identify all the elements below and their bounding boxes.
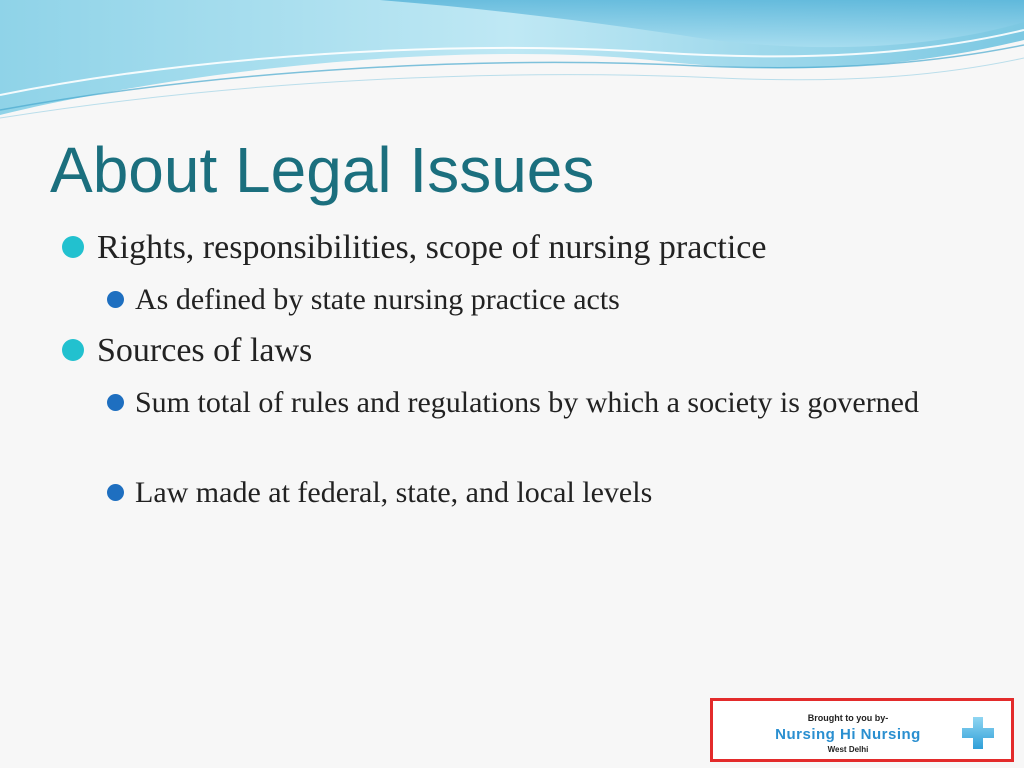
bullet-text: Rights, responsibilities, scope of nursing practice xyxy=(97,229,767,266)
sub-bullet-dot-icon xyxy=(107,291,124,308)
sub-bullet-dot-icon xyxy=(107,484,124,501)
plus-icon xyxy=(960,715,996,751)
slide-title: About Legal Issues xyxy=(50,134,595,206)
sponsor-badge xyxy=(710,698,1014,762)
sub-bullet-dot-icon xyxy=(107,394,124,411)
badge-location-text: West Delhi xyxy=(827,745,869,754)
bullet-dot-icon xyxy=(62,339,84,361)
bullet-dot-icon xyxy=(62,236,84,258)
sub-bullet-text: Sum total of rules and regulations by which a society is governed xyxy=(135,386,919,419)
badge-top-text: Brought to you by- xyxy=(807,713,889,723)
sub-bullet-text: Law made at federal, state, and local levels xyxy=(135,476,653,509)
header-wave-decoration xyxy=(0,0,1024,120)
badge-brand-name: Nursing Hi Nursing xyxy=(775,726,921,743)
sub-bullet-text: As defined by state nursing practice acts xyxy=(135,283,620,316)
bullet-text: Sources of laws xyxy=(97,332,313,369)
